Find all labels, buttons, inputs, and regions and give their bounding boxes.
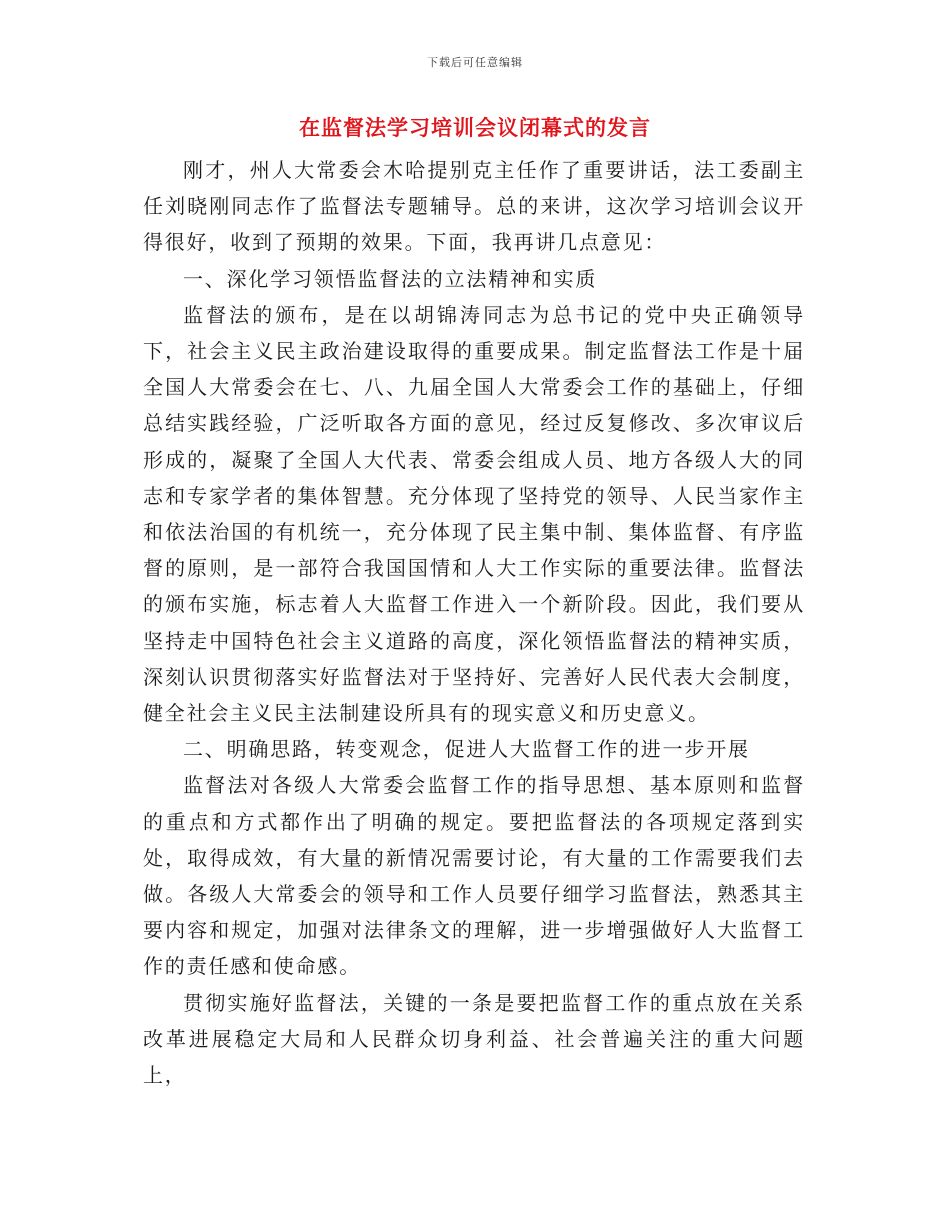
document-title: 在监督法学习培训会议闭幕式的发言 (299, 115, 651, 140)
document-body (143, 152, 805, 1093)
header-note: 下载后可任意编辑 (427, 56, 523, 69)
paragraph-section-2a: 监督法对各级人大常委会监督工作的指导思想、基本原则和监督的重点和方式都作出了明确的规定。要把监督法的各项规定落到实处，取得成效，有大量的新情况需要讨论，有大量的工作需要我们去做。各级人大常委会的领导和工作人员要仔细学习监督法，熟悉其主要内容和规定，加强对法律条文的理解，进一步增强做好人大监督工作的责任感和使命感。 (143, 773, 805, 979)
section-heading-1: 一、深化学习领悟监督法的立法精神和实质 (183, 266, 598, 291)
section-heading-2: 二、明确思路，转变观念，促进人大监督工作的进一步开展 (183, 737, 750, 762)
paragraph-section-2b: 贯彻实施好监督法，关键的一条是要把监督工作的重点放在关系改革进展稳定大局和人民群众切身利益、社会普遍关注的重大问题上， (143, 990, 805, 1088)
paragraph-intro: 刚才，州人大常委会木哈提别克主任作了重要讲话，法工委副主任刘晓刚同志作了监督法专题辅导。总的来讲，这次学习培训会议开得很好，收到了预期的效果。下面，我再讲几点意见： (143, 158, 805, 255)
paragraph-section-1: 监督法的颁布，是在以胡锦涛同志为总书记的党中央正确领导下，社会主义民主政治建设取得的重要成果。制定监督法工作是十届全国人大常委会在七、八、九届全国人大常委会工作的基础上，仔细总结实践经验，广泛听取各方面的意见，经过反复修改、多次审议后形成的，凝聚了全国人大代表、常委会组成人员、地方各级人大的同志和专家学者的集体智慧。充分体现了坚持党的领导、人民当家作主和依法治国的有机统一，充分体现了民主集中制、集体监督、有序监督的原则，是一部符合我国国情和人大工作实际的重要法律。监督法的颁布实施，标志着人大监督工作进入一个新阶段。因此，我们要从坚持走中国特色社会主义道路的高度，深化领悟监督法的精神实质，深刻认识贯彻落实好监督法对于坚持好、完善好人民代表大会制度，健全社会主义民主法制建设所具有的现实意义和历史意义。 (143, 302, 805, 726)
